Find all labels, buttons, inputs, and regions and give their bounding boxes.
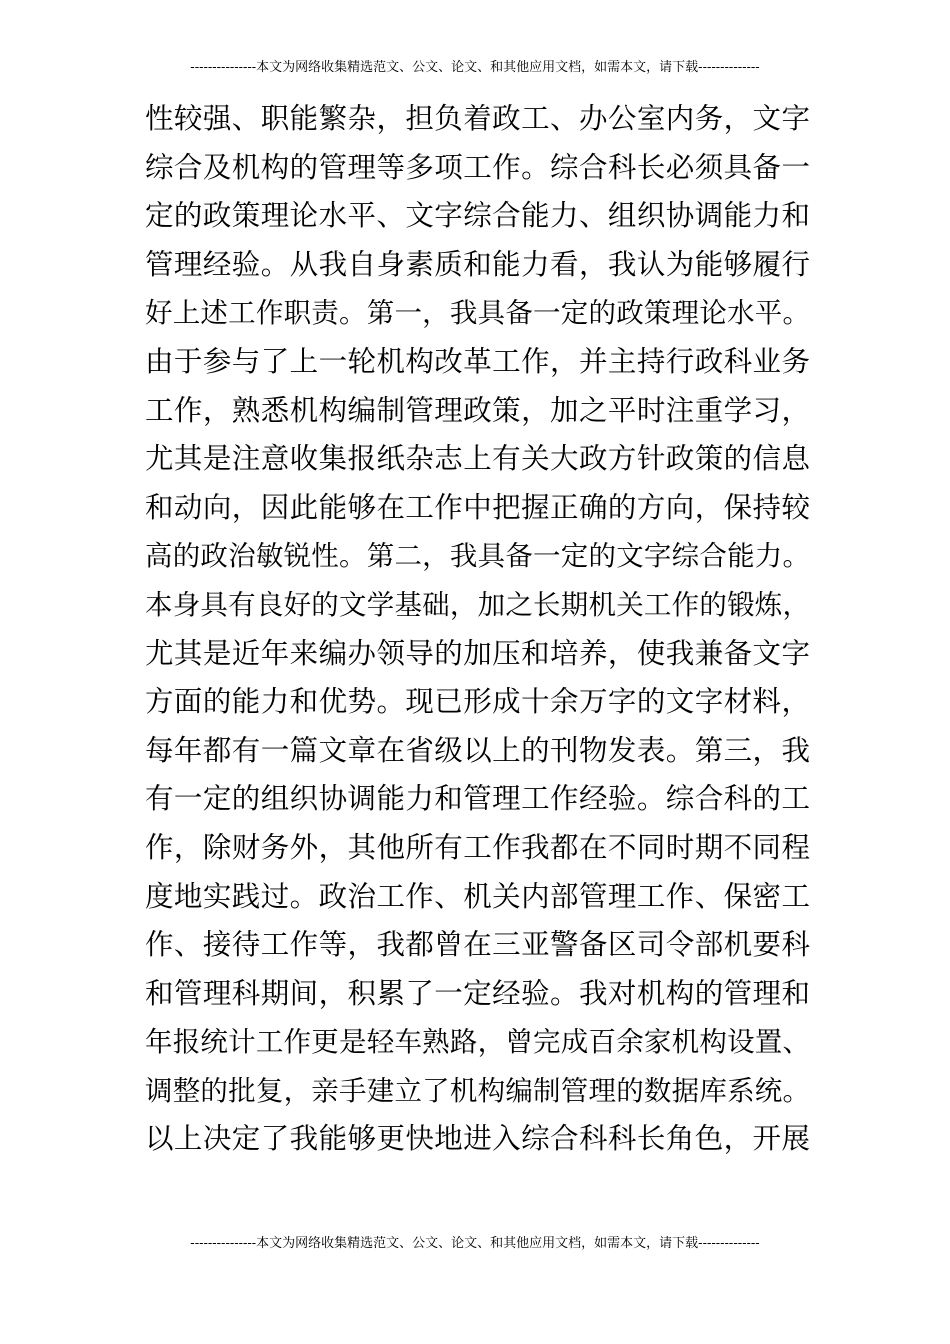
footer-note: ---------------本文为网络收集精选范文、公文、论文、和其他应用文档，如需本文，请下载-------------- [190, 1236, 760, 1251]
body-line: 本身具有良好的文学基础，加之长期机关工作的锻炼， [145, 588, 810, 621]
body-line: 综合及机构的管理等多项工作。综合科长必须具备一 [145, 150, 810, 184]
body-line: 作、接待工作等，我都曾在三亚警备区司令部机要科 [145, 928, 810, 962]
body-line: 工作，熟悉机构编制管理政策，加之平时注重学习， [145, 393, 810, 427]
body-line: 方面的能力和优势。现已形成十余万字的文字材料， [145, 685, 810, 719]
body-line: 度地实践过。政治工作、机关内部管理工作、保密工 [145, 879, 810, 913]
body-line: 调整的批复，亲手建立了机构编制管理的数据库系统。 [145, 1074, 810, 1107]
body-line: 高的政治敏锐性。第二，我具备一定的文字综合能力。 [145, 540, 810, 573]
body-line: 定的政策理论水平、文字综合能力、组织协调能力和 [145, 199, 810, 233]
body-line: 有一定的组织协调能力和管理工作经验。综合科的工 [145, 782, 810, 816]
body-line: 由于参与了上一轮机构改革工作，并主持行政科业务 [145, 344, 810, 378]
body-line: 年报统计工作更是轻车熟路，曾完成百余家机构设置、 [145, 1026, 810, 1059]
body-line: 尤其是近年来编办领导的加压和培养，使我兼备文字 [145, 636, 810, 670]
body-line: 作，除财务外，其他所有工作我都在不同时期不同程 [145, 830, 810, 864]
header-note: ---------------本文为网络收集精选范文、公文、论文、和其他应用文档，如需本文，请下载-------------- [190, 60, 760, 75]
body-line: 以上决定了我能够更快地进入综合科科长角色，开展 [145, 1122, 810, 1156]
body-line: 和管理科期间，积累了一定经验。我对机构的管理和 [145, 976, 810, 1010]
body-line: 管理经验。从我自身素质和能力看，我认为能够履行 [145, 247, 810, 281]
body-line: 好上述工作职责。第一，我具备一定的政策理论水平。 [145, 297, 810, 330]
body-line: 性较强、职能繁杂，担负着政工、办公室内务，文字 [145, 102, 810, 135]
body-line: 每年都有一篇文章在省级以上的刊物发表。第三，我 [145, 733, 810, 767]
body-line: 尤其是注意收集报纸杂志上有关大政方针政策的信息 [145, 442, 810, 476]
body-line: 和动向，因此能够在工作中把握正确的方向，保持较 [145, 490, 810, 524]
body-text [145, 95, 810, 1164]
